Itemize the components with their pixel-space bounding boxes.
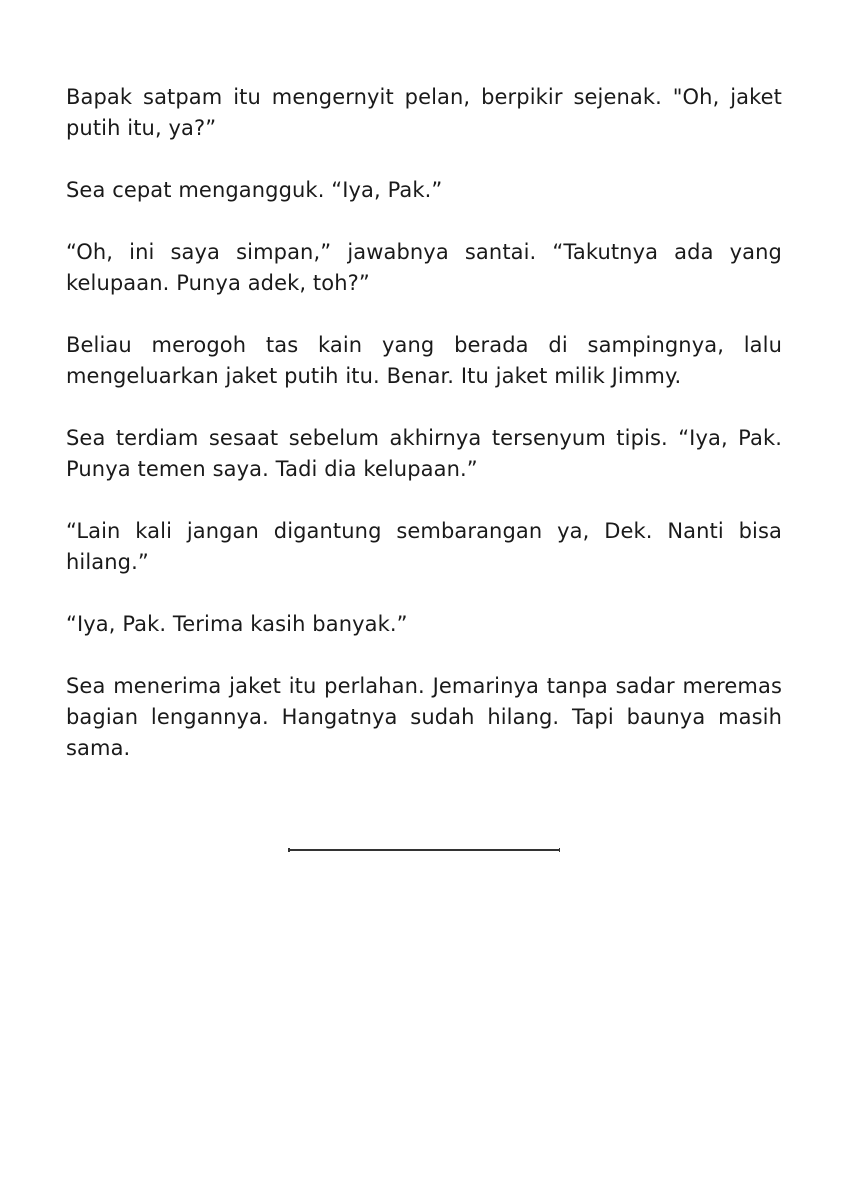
paragraph-6: “Lain kali jangan digantung sembarangan ya, Dek. Nanti bisa hilang.” [66, 519, 782, 574]
paragraph-8: Sea menerima jaket itu perlahan. Jemarinya tanpa sadar meremas bagian lengannya. Hangatnya sudah hilang. Tapi baunya masih sama. [66, 674, 782, 760]
paragraph-1: Bapak satpam itu mengernyit pelan, berpikir sejenak. "Oh, jaket putih itu, ya?” [66, 85, 782, 140]
paragraph-7: “Iya, Pak. Terima kasih banyak.” [66, 612, 408, 636]
section-divider [288, 848, 560, 852]
page-body [66, 82, 782, 795]
paragraph-2: Sea cepat mengangguk. “Iya, Pak.” [66, 178, 443, 202]
divider-right-cap [559, 848, 561, 852]
paragraph-4: Beliau merogoh tas kain yang berada di sampingnya, lalu mengeluarkan jaket putih itu. Benar. Itu jaket milik Jimmy. [66, 333, 782, 388]
divider-line [288, 849, 560, 851]
paragraph-3: “Oh, ini saya simpan,” jawabnya santai. “Takutnya ada yang kelupaan. Punya adek, toh?” [66, 240, 782, 295]
paragraph-5: Sea terdiam sesaat sebelum akhirnya tersenyum tipis. “Iya, Pak. Punya temen saya. Tadi dia kelupaan.” [66, 426, 782, 481]
